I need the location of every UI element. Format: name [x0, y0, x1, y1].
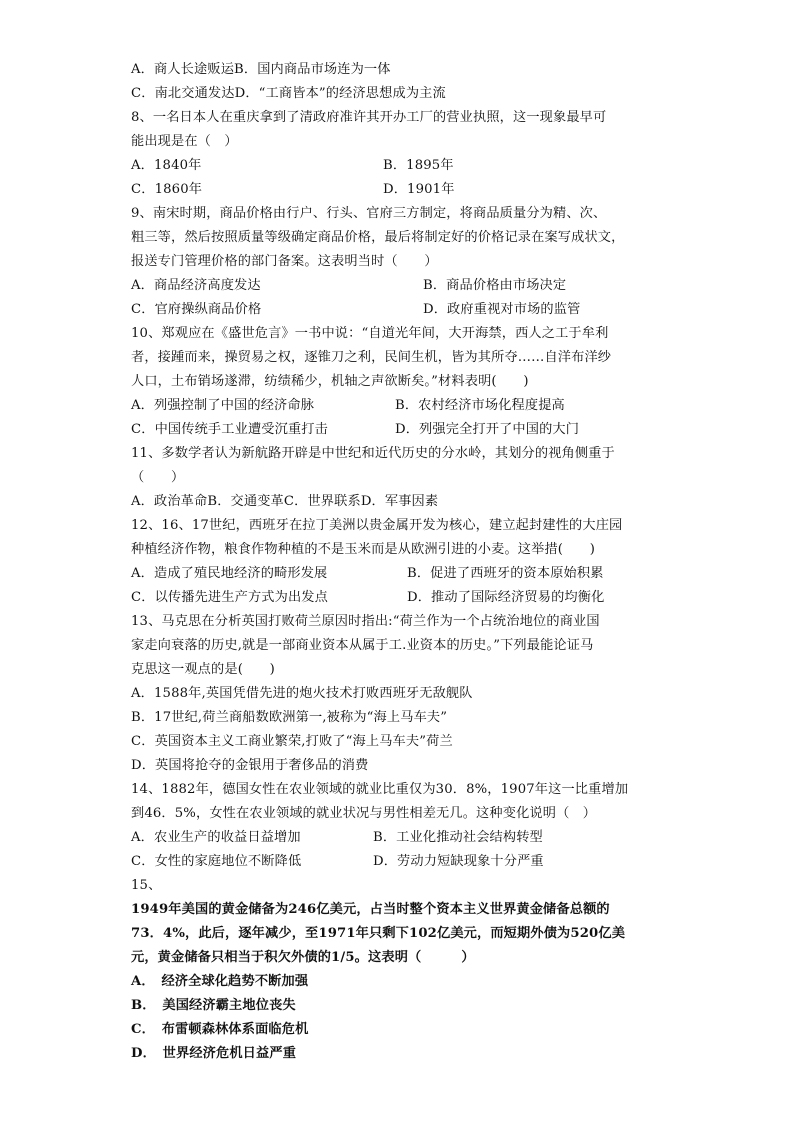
- q15-stem-line-1: 1949年美国的黄金储备为246亿美元，占当时整个资本主义世界黄金储备总额的: [131, 902, 610, 917]
- q13-stem-line-2: 家走向衰落的历史,就是一部商业资本从属于工.业资本的历史。”下列最能论证马: [131, 638, 594, 653]
- q8-option-d: D．1901年: [383, 182, 455, 197]
- q13-option-c: C．英国资本主义工商业繁荣,打败了“海上马车夫”荷兰: [131, 734, 453, 749]
- q10-stem-line-2: 者，接踵而来，操贸易之权，逐锥刀之利，民间生机，皆为其所夺……自洋布洋纱: [131, 350, 612, 365]
- q10-options-row-1: [131, 394, 671, 418]
- q11-stem-line-1: 11、多数学者认为新航路开辟是中世纪和近代历史的分水岭，其划分的视角侧重于: [131, 446, 615, 461]
- q9-options-row-2: [131, 298, 671, 322]
- q15-option-c: C． 布雷顿森林体系面临危机: [131, 1022, 309, 1037]
- q11-stem-line-2: （ ）: [131, 470, 185, 485]
- q15-option-d: D． 世界经济危机日益严重: [131, 1046, 297, 1061]
- q10-option-d: D．列强完全打开了中国的大门: [395, 422, 580, 437]
- q8-option-a: A．1840年: [131, 158, 202, 173]
- q15-option-a: A． 经济全球化趋势不断加强: [131, 974, 309, 989]
- q12-options-row-1: [131, 562, 671, 586]
- q11-options: A．政治革命B．交通变革C．世界联系D．军事因素: [131, 494, 439, 509]
- q13-stem-line-3: 克思这一观点的是( ): [131, 662, 275, 677]
- q13-stem-line-1: 13、马克思在分析英国打败荷兰原因时指出:“荷兰作为一个占统治地位的商业国: [131, 614, 600, 629]
- q14-option-c: C．女性的家庭地位不断降低: [131, 854, 302, 869]
- q8-option-c: C．1860年: [131, 182, 203, 197]
- q14-option-a: A．农业生产的收益日益增加: [131, 830, 301, 845]
- q7-options-ab: A．商人长途贩运B．国内商品市场连为一体: [131, 62, 391, 77]
- q14-options-row-2: [131, 850, 671, 874]
- exam-page: [131, 58, 671, 1066]
- q15-option-b: B． 美国经济霸主地位丧失: [131, 998, 296, 1013]
- q14-options-row-1: [131, 826, 671, 850]
- q14-option-b: B．工业化推动社会结构转型: [373, 830, 543, 845]
- q10-option-c: C．中国传统手工业遭受沉重打击: [131, 422, 328, 437]
- q8-stem-line-1: 8、一名日本人在重庆拿到了清政府准许其开办工厂的营业执照，这一现象最早可: [131, 110, 607, 125]
- q15-stem-line-3: 元，黄金储备只相当于积欠外债的1/5。这表明（ ）: [131, 950, 475, 965]
- q12-option-b: B．促进了西班牙的资本原始积累: [407, 566, 604, 581]
- q9-option-a: A．商品经济高度发达: [131, 278, 261, 293]
- q10-stem-line-3: 人口，土布销场遂滞，纺绩稀少，机轴之声欲断矣。”材料表明( ): [131, 374, 529, 389]
- q13-option-d: D．英国将抢夺的金银用于奢侈品的消费: [131, 758, 369, 773]
- q10-option-a: A．列强控制了中国的经济命脉: [131, 398, 315, 413]
- q10-stem-line-1: 10、郑观应在《盛世危言》一书中说：“自道光年间，大开海禁，西人之工于牟利: [131, 326, 609, 341]
- q13-option-b: B．17世纪,荷兰商船数欧洲第一,被称为“海上马车夫”: [131, 710, 448, 725]
- q12-option-d: D．推动了国际经济贸易的均衡化: [407, 590, 605, 605]
- q9-stem-line-3: 报送专门管理价格的部门备案。这表明当时（ ）: [131, 254, 438, 269]
- q7-options-cd: C．南北交通发达D．“工商皆本”的经济思想成为主流: [131, 86, 446, 101]
- q8-option-b: B．1895年: [383, 158, 454, 173]
- q10-options-row-2: [131, 418, 671, 442]
- q12-option-a: A．造成了殖民地经济的畸形发展: [131, 566, 328, 581]
- q13-option-a: A．1588年,英国凭借先进的炮火技术打败西班牙无敌舰队: [131, 686, 473, 701]
- q15-number: 15、: [131, 878, 162, 893]
- q10-option-b: B．农村经济市场化程度提高: [395, 398, 565, 413]
- q15-stem-line-2: 73．4%，此后，逐年减少，至1971年只剩下102亿美元，而短期外债为520亿美: [131, 926, 626, 941]
- q9-option-c: C．官府操纵商品价格: [131, 302, 262, 317]
- q8-stem-line-2: 能出现是在（ ）: [131, 134, 238, 149]
- q9-stem-line-1: 9、南宋时期，商品价格由行户、行头、官府三方制定，将商品质量分为精、次、: [131, 206, 607, 221]
- q8-options-row-1: [131, 154, 671, 178]
- q12-options-row-2: [131, 586, 671, 610]
- q12-stem-line-1: 12、16、17世纪，西班牙在拉丁美洲以贵金属开发为核心，建立起封建性的大庄园: [131, 518, 623, 533]
- q14-stem-line-2: 到46．5%，女性在农业领域的就业状况与男性相差无几。这种变化说明（ ）: [131, 806, 597, 821]
- q14-stem-line-1: 14、1882年，德国女性在农业领域的就业比重仅为30．8%，1907年这一比重增加: [131, 782, 629, 797]
- q8-options-row-2: [131, 178, 671, 202]
- q9-options-row-1: [131, 274, 671, 298]
- q9-stem-line-2: 粗三等，然后按照质量等级确定商品价格，最后将制定好的价格记录在案写成状文，: [131, 230, 625, 245]
- q12-option-c: C．以传播先进生产方式为出发点: [131, 590, 328, 605]
- q14-option-d: D．劳动力短缺现象十分严重: [373, 854, 544, 869]
- q9-option-d: D．政府重视对市场的监管: [423, 302, 581, 317]
- q9-option-b: B．商品价格由市场决定: [423, 278, 567, 293]
- q12-stem-line-2: 种植经济作物，粮食作物种植的不是玉米而是从欧洲引进的小麦。这举措( ): [131, 542, 596, 557]
